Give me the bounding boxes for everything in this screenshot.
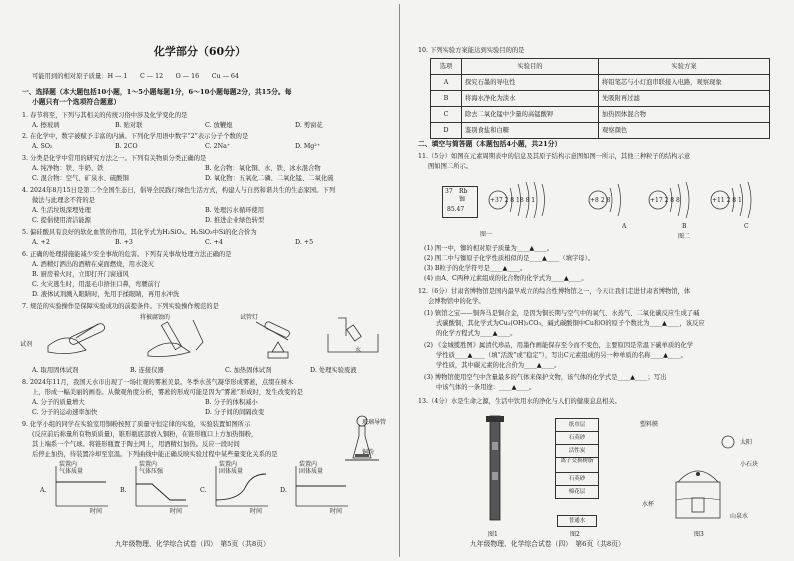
table-cell: 将铅笔芯与小灯泡串联接入电路，观察现象 bbox=[599, 75, 770, 91]
filter-layer: 纸巾层 bbox=[556, 419, 598, 432]
q8-option-d[interactable]: D. 分子间的间隔改变 bbox=[205, 409, 265, 416]
atomic-mass-line: 可能用到的相对原子质量：H — 1 C — 12 O — 16 Cu — 64 bbox=[32, 73, 239, 80]
q9-label-tube: 玻璃导管 bbox=[362, 419, 387, 426]
solar-label-film: 塑料膜 bbox=[640, 421, 659, 428]
q9-graph-a-xlabel: 时间 bbox=[90, 508, 103, 515]
solar-label-spring-water: 山泉水 bbox=[730, 513, 749, 520]
solar-label-stone: 小石块 bbox=[740, 461, 759, 468]
table-cell: B bbox=[431, 91, 462, 107]
q12-sub-1[interactable]: (1) 镇馆之宝——铜奔马是铜合金，是因为铜长期与空气中的氧气、水蒸气、二氧化碳反应生成了碱 bbox=[424, 310, 700, 317]
filter-base: 普通水 bbox=[557, 515, 597, 527]
q10-table bbox=[430, 58, 770, 139]
q12-sub-3-cont[interactable]: 中该气体的一条用途：____▲____。 bbox=[436, 384, 536, 391]
q9-graph-b[interactable] bbox=[130, 461, 190, 515]
q8-option-c[interactable]: C. 分子的运动速率加快 bbox=[32, 409, 98, 416]
solar-label-cup: 水杯 bbox=[642, 501, 655, 508]
q9-option-c[interactable]: C. bbox=[200, 487, 207, 494]
q2-option-d[interactable]: D. Mg²⁺ bbox=[295, 143, 321, 150]
table-row[interactable] bbox=[431, 75, 770, 91]
q7-label-reagent: 试剂 bbox=[20, 341, 33, 348]
right-page bbox=[410, 0, 785, 561]
question-11: 11.（5分）如图在元素周期表中的信息及其原子结构示意图如图一所示，其他三种粒子的结构示意 bbox=[418, 153, 691, 160]
q5-option-b[interactable]: B. +3 bbox=[115, 239, 133, 246]
q12-sub-2-cont[interactable]: 学性质____▲____（填“活泼”或“稳定”），写出C元素组成的另一种单质的名称____▲____。 bbox=[436, 352, 687, 359]
question-4: 4. 2024年8月15日是第二个全国生态日，倡导全民践行绿色生活方式，构建人与自然和谐共生的生态家园。下列 bbox=[22, 187, 336, 194]
q11-sub-4[interactable]: (4) 由A、C两种元素组成的化合物的化学式为____▲____。 bbox=[424, 275, 588, 282]
question-9-cont-2: 其上端系一个气球。将锥形瓶置于陶土网上，用酒精灯加热。反应一段时间 bbox=[32, 441, 240, 448]
question-8-cont: 上，形成一幅美丽的画卷。从微观角度分析，雾凇的形成可能是因为“雾凇”形成时，发生改变的是 bbox=[32, 389, 303, 396]
q7-option-d[interactable]: D. 处理实验废液 bbox=[310, 367, 357, 374]
rb-element-cell bbox=[442, 186, 478, 218]
q7-option-a[interactable]: A. 取用固体试剂 bbox=[32, 367, 79, 374]
filter-layer: 活性炭 bbox=[556, 445, 598, 458]
q7-label-water: 水 bbox=[355, 347, 362, 354]
q3-option-b[interactable]: B. 化合物：氧化铜、水、铁、冰水混合物 bbox=[205, 165, 321, 172]
question-11-cont: 图如图二所示。 bbox=[428, 163, 473, 170]
rb-name: 铷 bbox=[459, 196, 466, 203]
q7-figure-a bbox=[48, 322, 106, 353]
table-cell: A bbox=[431, 75, 462, 91]
page-divider bbox=[399, 4, 400, 557]
section1-header: 一、选择题（本大题包括10小题，1～5小题每题1分，6～10小题每题2分，共15分。每 bbox=[22, 88, 292, 96]
q6-option-c[interactable]: C. 火灾逃生时，用湿毛巾捂住口鼻，弯腰前行 bbox=[32, 281, 161, 288]
q11-sub-3[interactable]: (3) B粒子的化学符号是____▲____。 bbox=[424, 265, 527, 272]
table-cell: D bbox=[431, 123, 462, 139]
q9-option-a[interactable]: A. bbox=[40, 487, 47, 494]
q13-figure-1-straw bbox=[480, 412, 510, 530]
q11-sub-1[interactable]: (1) 图一中，铷的相对原子质量为____▲____。 bbox=[424, 245, 554, 252]
q5-option-c[interactable]: C. +4 bbox=[205, 239, 223, 246]
particle-b-letter: B bbox=[682, 223, 687, 230]
table-header-purpose: 实验目的 bbox=[462, 59, 599, 75]
q9-graph-a-ylabel: 装置内 气体质量 bbox=[59, 461, 84, 475]
table-header-option: 选项 bbox=[431, 59, 462, 75]
q6-option-d[interactable]: D. 液体试剂溅入眼睛时，先用手揉眼睛，再用水冲洗 bbox=[32, 291, 180, 298]
right-page-footer: 九年级物理、化学综合试卷（四） 第6页（共8页） bbox=[470, 540, 625, 548]
q6-option-a[interactable]: A. 酒精灯洒出的酒精在桌面燃烧，用水浇灭 bbox=[32, 261, 154, 268]
q7-figure-c bbox=[256, 321, 290, 358]
particle-a-label: +8 2 8 bbox=[590, 197, 611, 204]
question-7: 7. 规范的实验操作是保障实验成功的前提条件。下列实验操作规范的是 bbox=[22, 303, 219, 310]
question-8: 8. 2024年11月，我国天水市出现了一场壮观的雾凇美景。冬季水蒸气凝华形成雾凇，点缀在树木 bbox=[22, 379, 294, 386]
table-row[interactable] bbox=[431, 123, 770, 139]
q8-option-b[interactable]: B. 分子的体积减小 bbox=[205, 399, 258, 406]
q7-option-b[interactable]: B. 连接仪器 bbox=[130, 367, 164, 374]
q9-graph-b-xlabel: 时间 bbox=[170, 508, 183, 515]
question-3: 3. 分类是化学中常用的研究方法之一。下列有关物质分类正确的是 bbox=[22, 155, 207, 162]
q4-option-c[interactable]: C. 提倡使用清洁能源 bbox=[32, 217, 91, 224]
particle-c-label: +11 2 8 1 bbox=[712, 197, 742, 204]
question-9-cont-3: 后停止加热，待装置冷却至室温。下列曲线中能正确反映实验过程中某些量变化关系的是 bbox=[32, 451, 278, 458]
table-cell: 探究石墨的导电性 bbox=[462, 75, 599, 91]
question-10: 10. 下列实验方案能达到实验目的的是 bbox=[418, 47, 525, 54]
q5-option-a[interactable]: A. +2 bbox=[32, 239, 50, 246]
q1-option-a[interactable]: A. 擦玻璃 bbox=[32, 122, 60, 129]
question-1: 1. 春节将至，下列与其相关的传统习俗中涉及化学变化的是 bbox=[22, 112, 188, 119]
q8-option-a[interactable]: A. 分子的质量增大 bbox=[32, 399, 85, 406]
rb-atomic-number: 37 bbox=[445, 188, 453, 195]
table-header-row bbox=[431, 59, 770, 75]
table-cell: 加热固体混合物 bbox=[599, 107, 770, 123]
question-12: 12.（6分）甘肃省博物馆是国内最早成立的综合性博物馆之一，今天让我们走进甘肃省博物馆，体 bbox=[418, 288, 691, 295]
table-header-plan: 实验方案 bbox=[599, 59, 770, 75]
question-9: 9. 化学小组的同学在实验室用铜粉按照了质量守恒定律的实验，实验装置如图所示 bbox=[22, 421, 251, 428]
section2-header: 二、填空与简答题（本题包括4小题，共21分） bbox=[418, 140, 562, 148]
question-5: 5. 偏硅酸具有良好的软化血管的作用，其化学式为H₂SiO₃。H₂SiO₃中Si的化合价为 bbox=[22, 229, 257, 236]
q4-option-b[interactable]: B. 处理污水循环使用 bbox=[205, 207, 265, 214]
q9-graph-d[interactable] bbox=[290, 461, 350, 515]
table-cell: 鉴别食盐和白糖 bbox=[462, 123, 599, 139]
table-cell: C bbox=[431, 107, 462, 123]
q13-fig3-caption: 图3 bbox=[694, 531, 704, 538]
q9-graph-a[interactable] bbox=[50, 461, 110, 515]
table-cell: 先吸附再过滤 bbox=[599, 91, 770, 107]
particle-c-letter: C bbox=[744, 223, 749, 230]
q9-graph-c[interactable] bbox=[210, 461, 270, 515]
figure-2-caption: 图二 bbox=[678, 233, 691, 240]
filter-layer: 棉花层 bbox=[568, 489, 586, 495]
q13-figure-2-filter bbox=[555, 418, 599, 499]
q4-option-d[interactable]: D. 推进企业绿色转型 bbox=[205, 217, 265, 224]
q12-sub-1-cont2[interactable]: 的化学方程式为____▲____。 bbox=[436, 330, 517, 337]
particle-a-letter: A bbox=[622, 223, 627, 230]
q12-sub-1-cont[interactable]: 式碳酸铜，其化学式为Cu₂(OH)₂CO₃，碱式碳酸铜中Cu和O的原子个数比为____▲____，该反应 bbox=[436, 320, 705, 327]
q6-option-b[interactable]: B. 厨房着火时，立即打开门窗通风 bbox=[32, 271, 129, 278]
q7-figure-d bbox=[328, 318, 378, 352]
left-page bbox=[10, 0, 390, 561]
q11-sub-2[interactable]: (2) 图二中与铷原子化学性质相似的是____▲____（填字母）。 bbox=[424, 255, 595, 262]
q9-graph-b-ylabel: 装置内 气体压强 bbox=[139, 461, 164, 475]
q13-fig1-caption: 图1 bbox=[488, 531, 498, 538]
figure-1-caption: 图一 bbox=[480, 231, 493, 238]
rb-mass: 85.47 bbox=[447, 206, 465, 213]
table-row[interactable] bbox=[431, 91, 770, 107]
filter-layer: 离子交换树脂 bbox=[556, 458, 598, 473]
question-9-cont-1: (反应前后称量所有物质质量)，锥形瓶底部放入铜粉，在锥形瓶口上方加热铜粉， bbox=[32, 431, 258, 438]
question-6: 6. 正确的处理措施能减少安全事故的危害。下列有关事故处理方法正确的是 bbox=[22, 251, 232, 258]
q12-sub-2[interactable]: (2) 《金城揽胜图》属清代珍品，用墨作画能保存至今而不变色，主要原因是常温下碳单质的化学 bbox=[424, 342, 694, 349]
q1-option-b[interactable]: B. 贴对联 bbox=[115, 122, 143, 129]
q12-sub-2-cont2[interactable]: 学性质，其中碳元素的化合价为____▲____。 bbox=[436, 362, 561, 369]
q7-option-c[interactable]: C. 加热固体试剂 bbox=[225, 367, 272, 374]
q7-label-c: 试管灯 bbox=[240, 314, 259, 321]
q2-option-a[interactable]: A. SO₂ bbox=[32, 143, 53, 150]
question-12-cont: 会博物馆中的化学。 bbox=[428, 298, 485, 305]
filter-layer: 石英砂 bbox=[556, 432, 598, 445]
q1-option-d[interactable]: D. 剪窗花 bbox=[295, 122, 323, 129]
table-cell: 观察颜色 bbox=[599, 123, 770, 139]
q3-option-d[interactable]: D. 氧化物：五氧化二磷、二氧化锰、二氧化硫 bbox=[205, 175, 334, 182]
particle-b-label: +17 2 8 8 bbox=[650, 197, 680, 204]
question-13: 13.（4分）水是生命之源，生活中饮用水的净化与人们的健康息息相关。 bbox=[418, 398, 621, 405]
rb-structure-label: +37 2 8 18 8 1 bbox=[490, 197, 536, 204]
rb-symbol: Rb bbox=[459, 188, 468, 195]
q5-option-d[interactable]: D. +5 bbox=[295, 239, 314, 246]
table-cell: 将海水净化为淡水 bbox=[462, 91, 599, 107]
q7-label-b: 将被腐蚀的 bbox=[140, 314, 171, 321]
q7-figure-b bbox=[148, 320, 203, 357]
filter-layer: 石英砂 bbox=[556, 473, 598, 486]
question-2: 2. 在化学中，数字被赋予丰富的内涵。下列化学用语中数字“2”表示分子个数的是 bbox=[22, 133, 249, 140]
section1-header-cont: 小题只有一个选项符合题意） bbox=[32, 98, 121, 106]
q9-option-b[interactable]: B. bbox=[120, 487, 127, 494]
q9-label-copper: 铜粉 bbox=[362, 449, 375, 456]
q9-graph-d-ylabel: 装置内 固体质量 bbox=[299, 461, 324, 475]
table-row[interactable] bbox=[431, 107, 770, 123]
q2-option-c[interactable]: C. 2Na⁺ bbox=[205, 143, 231, 150]
solar-label-sun: 太阳 bbox=[740, 439, 753, 446]
left-page-footer: 九年级物理、化学综合试卷（四） 第5页（共8页） bbox=[115, 540, 270, 548]
q1-option-c[interactable]: C. 放鞭炮 bbox=[205, 122, 233, 129]
table-cell: 除去二氧化锰中少量的高锰酸钾 bbox=[462, 107, 599, 123]
q9-graph-d-xlabel: 时间 bbox=[330, 508, 343, 515]
q13-fig2-caption: 图2 bbox=[570, 531, 580, 538]
q2-option-b[interactable]: B. 2CO bbox=[115, 143, 138, 150]
q12-sub-3[interactable]: (3) 博物馆使用空气中含量最多的气体来保护文物，该气体的化学式是____▲____；写出 bbox=[424, 374, 667, 381]
q7-figures bbox=[28, 312, 388, 362]
question-4-cont: 做法与此理念不符的是 bbox=[32, 197, 95, 204]
q3-option-a[interactable]: A. 纯净物：铁、牛奶、铁 bbox=[32, 165, 104, 172]
q9-graph-c-ylabel: 装置内 固体质量 bbox=[219, 461, 244, 475]
page-title: 化学部分（60分） bbox=[153, 45, 247, 58]
q9-option-d[interactable]: D. bbox=[280, 487, 287, 494]
q3-option-c[interactable]: C. 混合物：空气、矿泉水、硫酸铜 bbox=[32, 175, 129, 182]
q9-graph-c-xlabel: 时间 bbox=[250, 508, 263, 515]
q4-option-a[interactable]: A. 生活垃圾深埋处理 bbox=[32, 207, 91, 214]
